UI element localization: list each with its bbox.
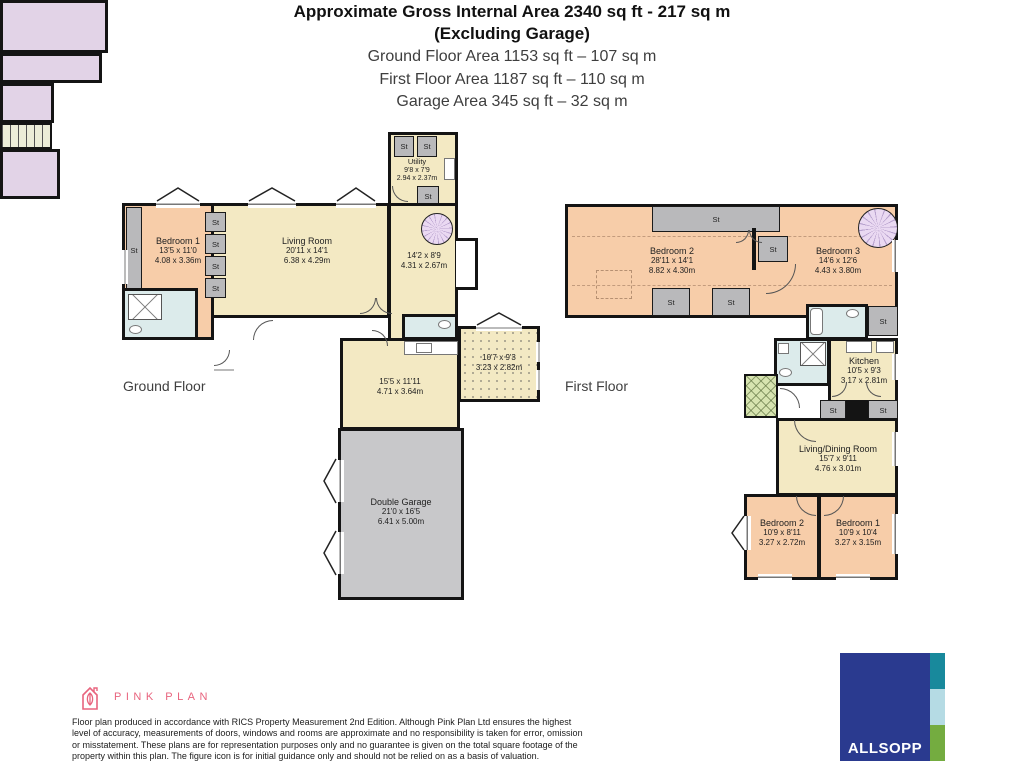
wall-segment bbox=[846, 400, 868, 420]
window bbox=[892, 514, 899, 554]
pink-plan-brand: PINK PLAN bbox=[114, 691, 212, 703]
conservatory-label bbox=[458, 353, 540, 373]
room-dim-imperial: 10'7 x 9'3 bbox=[482, 353, 516, 362]
room-dim-metric: 4.43 x 3.80m bbox=[814, 266, 862, 275]
window bbox=[536, 342, 542, 362]
kitchen-sink-icon bbox=[416, 343, 432, 353]
bathtub-icon bbox=[810, 308, 823, 335]
room-dim-metric: 4.71 x 3.64m bbox=[376, 387, 424, 396]
room-dim-metric: 3.23 x 2.82m bbox=[475, 363, 523, 372]
garage-area: Garage Area 345 sq ft – 32 sq m bbox=[396, 93, 628, 110]
entrance-door-gap bbox=[214, 367, 234, 373]
landing-hall bbox=[0, 149, 60, 199]
room-dim-imperial: 28'11 x 14'1 bbox=[650, 256, 694, 265]
window bbox=[248, 201, 296, 208]
spiral-staircase-icon bbox=[421, 213, 453, 245]
shower-icon bbox=[800, 342, 826, 366]
room-dim-metric: 6.41 x 5.00m bbox=[377, 517, 425, 526]
title-excluding: (Excluding Garage) bbox=[434, 24, 590, 43]
storage-closet: St bbox=[712, 288, 750, 316]
living-dining-label bbox=[783, 444, 893, 474]
room-dim-metric: 3.27 x 3.15m bbox=[834, 538, 882, 547]
door-arc bbox=[214, 350, 230, 366]
room-dim-metric: 4.76 x 3.01m bbox=[814, 464, 862, 473]
door-arc bbox=[780, 388, 800, 408]
storage-closet: St bbox=[417, 186, 439, 206]
room-dim-imperial: 15'5 x 11'11 bbox=[379, 377, 421, 386]
kitchen-sink-icon bbox=[846, 341, 872, 353]
room-name: Bedroom 2 bbox=[649, 246, 695, 256]
garage-door bbox=[337, 460, 344, 502]
toilet-icon bbox=[438, 320, 451, 329]
storage-closet: St bbox=[868, 400, 898, 420]
room-dim-metric: 3.27 x 2.72m bbox=[758, 538, 806, 547]
room-name: Living Room bbox=[281, 236, 333, 246]
storage-closet: St bbox=[820, 400, 846, 420]
storage-closet: St bbox=[417, 136, 437, 157]
hob-icon bbox=[876, 341, 894, 353]
room-dim-imperial: 14'2 x 8'9 bbox=[407, 251, 441, 260]
room-dim-imperial: 13'5 x 11'0 bbox=[159, 246, 197, 255]
first-floor-caption: First Floor bbox=[565, 378, 628, 394]
storage-closet: St bbox=[758, 236, 788, 262]
staircase bbox=[0, 123, 52, 149]
room-name: Bedroom 1 bbox=[835, 518, 881, 528]
window-casement-icon bbox=[248, 186, 296, 202]
storage-closet: St bbox=[394, 136, 414, 157]
room-name: Bedroom 1 bbox=[155, 236, 201, 246]
window-casement-icon bbox=[156, 186, 200, 202]
room-dim-imperial: 20'11 x 14'1 bbox=[285, 246, 329, 255]
storage-closet: St bbox=[652, 288, 690, 316]
ground-floor-caption: Ground Floor bbox=[123, 378, 206, 394]
toilet-icon bbox=[129, 325, 142, 334]
window bbox=[536, 370, 542, 390]
window bbox=[892, 354, 899, 380]
storage-closet: St bbox=[868, 306, 898, 336]
bedroom2-label bbox=[617, 246, 727, 276]
first-floor-area: First Floor Area 1187 sq ft – 110 sq m bbox=[379, 71, 645, 88]
room-dim-metric: 4.08 x 3.36m bbox=[154, 256, 202, 265]
sink-icon bbox=[778, 343, 789, 354]
allsopp-brand-text: ALLSOPP bbox=[847, 740, 923, 757]
window-casement-icon bbox=[322, 458, 337, 504]
room-dim-imperial: 14'6 x 12'6 bbox=[818, 256, 858, 265]
room-name: Kitchen bbox=[848, 356, 880, 366]
door-arc bbox=[372, 330, 388, 346]
window-casement-icon bbox=[730, 515, 745, 551]
allsopp-teal-chip bbox=[930, 653, 945, 689]
room-name: Bedroom 3 bbox=[815, 246, 861, 256]
storage-closet: St bbox=[205, 278, 226, 298]
ground-floor-area: Ground Floor Area 1153 sq ft – 107 sq m bbox=[367, 48, 657, 65]
window-casement-icon bbox=[476, 311, 522, 326]
window bbox=[336, 201, 376, 208]
bay-window bbox=[456, 238, 478, 290]
door-arc bbox=[253, 320, 273, 340]
room-dim-metric: 8.82 x 4.30m bbox=[648, 266, 696, 275]
window bbox=[758, 574, 792, 581]
room-dim-metric: 4.31 x 2.67m bbox=[400, 261, 448, 270]
window-casement-icon bbox=[322, 530, 337, 576]
allsopp-lightblue-chip bbox=[930, 689, 945, 725]
room-dim-imperial: 10'9 x 10'4 bbox=[838, 528, 878, 537]
room-dim-metric: 6.38 x 4.29m bbox=[283, 256, 331, 265]
window bbox=[836, 574, 870, 581]
room-dim-imperial: 10'5 x 9'3 bbox=[847, 366, 881, 375]
window bbox=[744, 516, 751, 550]
room-dim-imperial: 15'7 x 9'11 bbox=[819, 454, 857, 463]
shower-icon bbox=[128, 294, 162, 320]
window-casement-icon bbox=[336, 186, 376, 202]
utility-label bbox=[388, 158, 446, 184]
living-room-label bbox=[257, 236, 357, 266]
room-name: Bedroom 2 bbox=[759, 518, 805, 528]
toilet-icon bbox=[779, 368, 792, 377]
garage-label bbox=[346, 497, 456, 527]
room-name: Utility bbox=[407, 157, 427, 166]
storage-closet: St bbox=[205, 234, 226, 254]
pink-plan-logo-icon bbox=[76, 682, 104, 712]
room-name: Living/Dining Room bbox=[798, 444, 878, 454]
bedroom3-label bbox=[788, 246, 888, 276]
window bbox=[892, 240, 899, 272]
room-dim-metric: 3.17 x 2.81m bbox=[840, 376, 888, 385]
storage-closet: St bbox=[126, 207, 142, 293]
storage-closet: St bbox=[652, 206, 780, 232]
room-dim-imperial: 10'9 x 8'11 bbox=[763, 528, 801, 537]
toilet-icon bbox=[846, 309, 859, 318]
room-dim-metric: 2.94 x 2.37m bbox=[396, 175, 438, 182]
room-name: Double Garage bbox=[370, 497, 432, 507]
room-dim-imperial: 21'0 x 16'5 bbox=[381, 507, 421, 516]
window bbox=[156, 201, 200, 208]
storage-closet: St bbox=[205, 256, 226, 276]
bedroom1-label bbox=[138, 236, 218, 266]
hall-label bbox=[389, 251, 459, 271]
terrace-balcony bbox=[744, 374, 778, 418]
window bbox=[892, 432, 899, 466]
room-dim-imperial: 9'8 x 7'9 bbox=[404, 166, 430, 174]
allsopp-green-chip bbox=[930, 725, 945, 761]
disclaimer-text: Floor plan produced in accordance with RICS Property Measurement 2nd Edition. Although Pink Plan Ltd ensures the highest level of accuracy, measurements of doors, windows and rooms are approximate and no responsibility is taken for error, omission or misstatement. These plans are for representation purposes only and no guarantee is given on the total square footage of the property within this plan. The figure icon is for initial guidance only and should not be relied on as a basis of valuation. bbox=[72, 717, 583, 761]
restricted-height-line bbox=[572, 236, 892, 237]
storage-closet: St bbox=[205, 212, 226, 232]
garage-door bbox=[337, 532, 344, 574]
title-area-total: Approximate Gross Internal Area 2340 sq ft - 217 sq m bbox=[293, 2, 731, 21]
bedroom1-annex-label bbox=[818, 518, 898, 548]
kitchen-label bbox=[350, 377, 450, 397]
window bbox=[122, 250, 128, 284]
bedroom2-annex-label bbox=[742, 518, 822, 548]
